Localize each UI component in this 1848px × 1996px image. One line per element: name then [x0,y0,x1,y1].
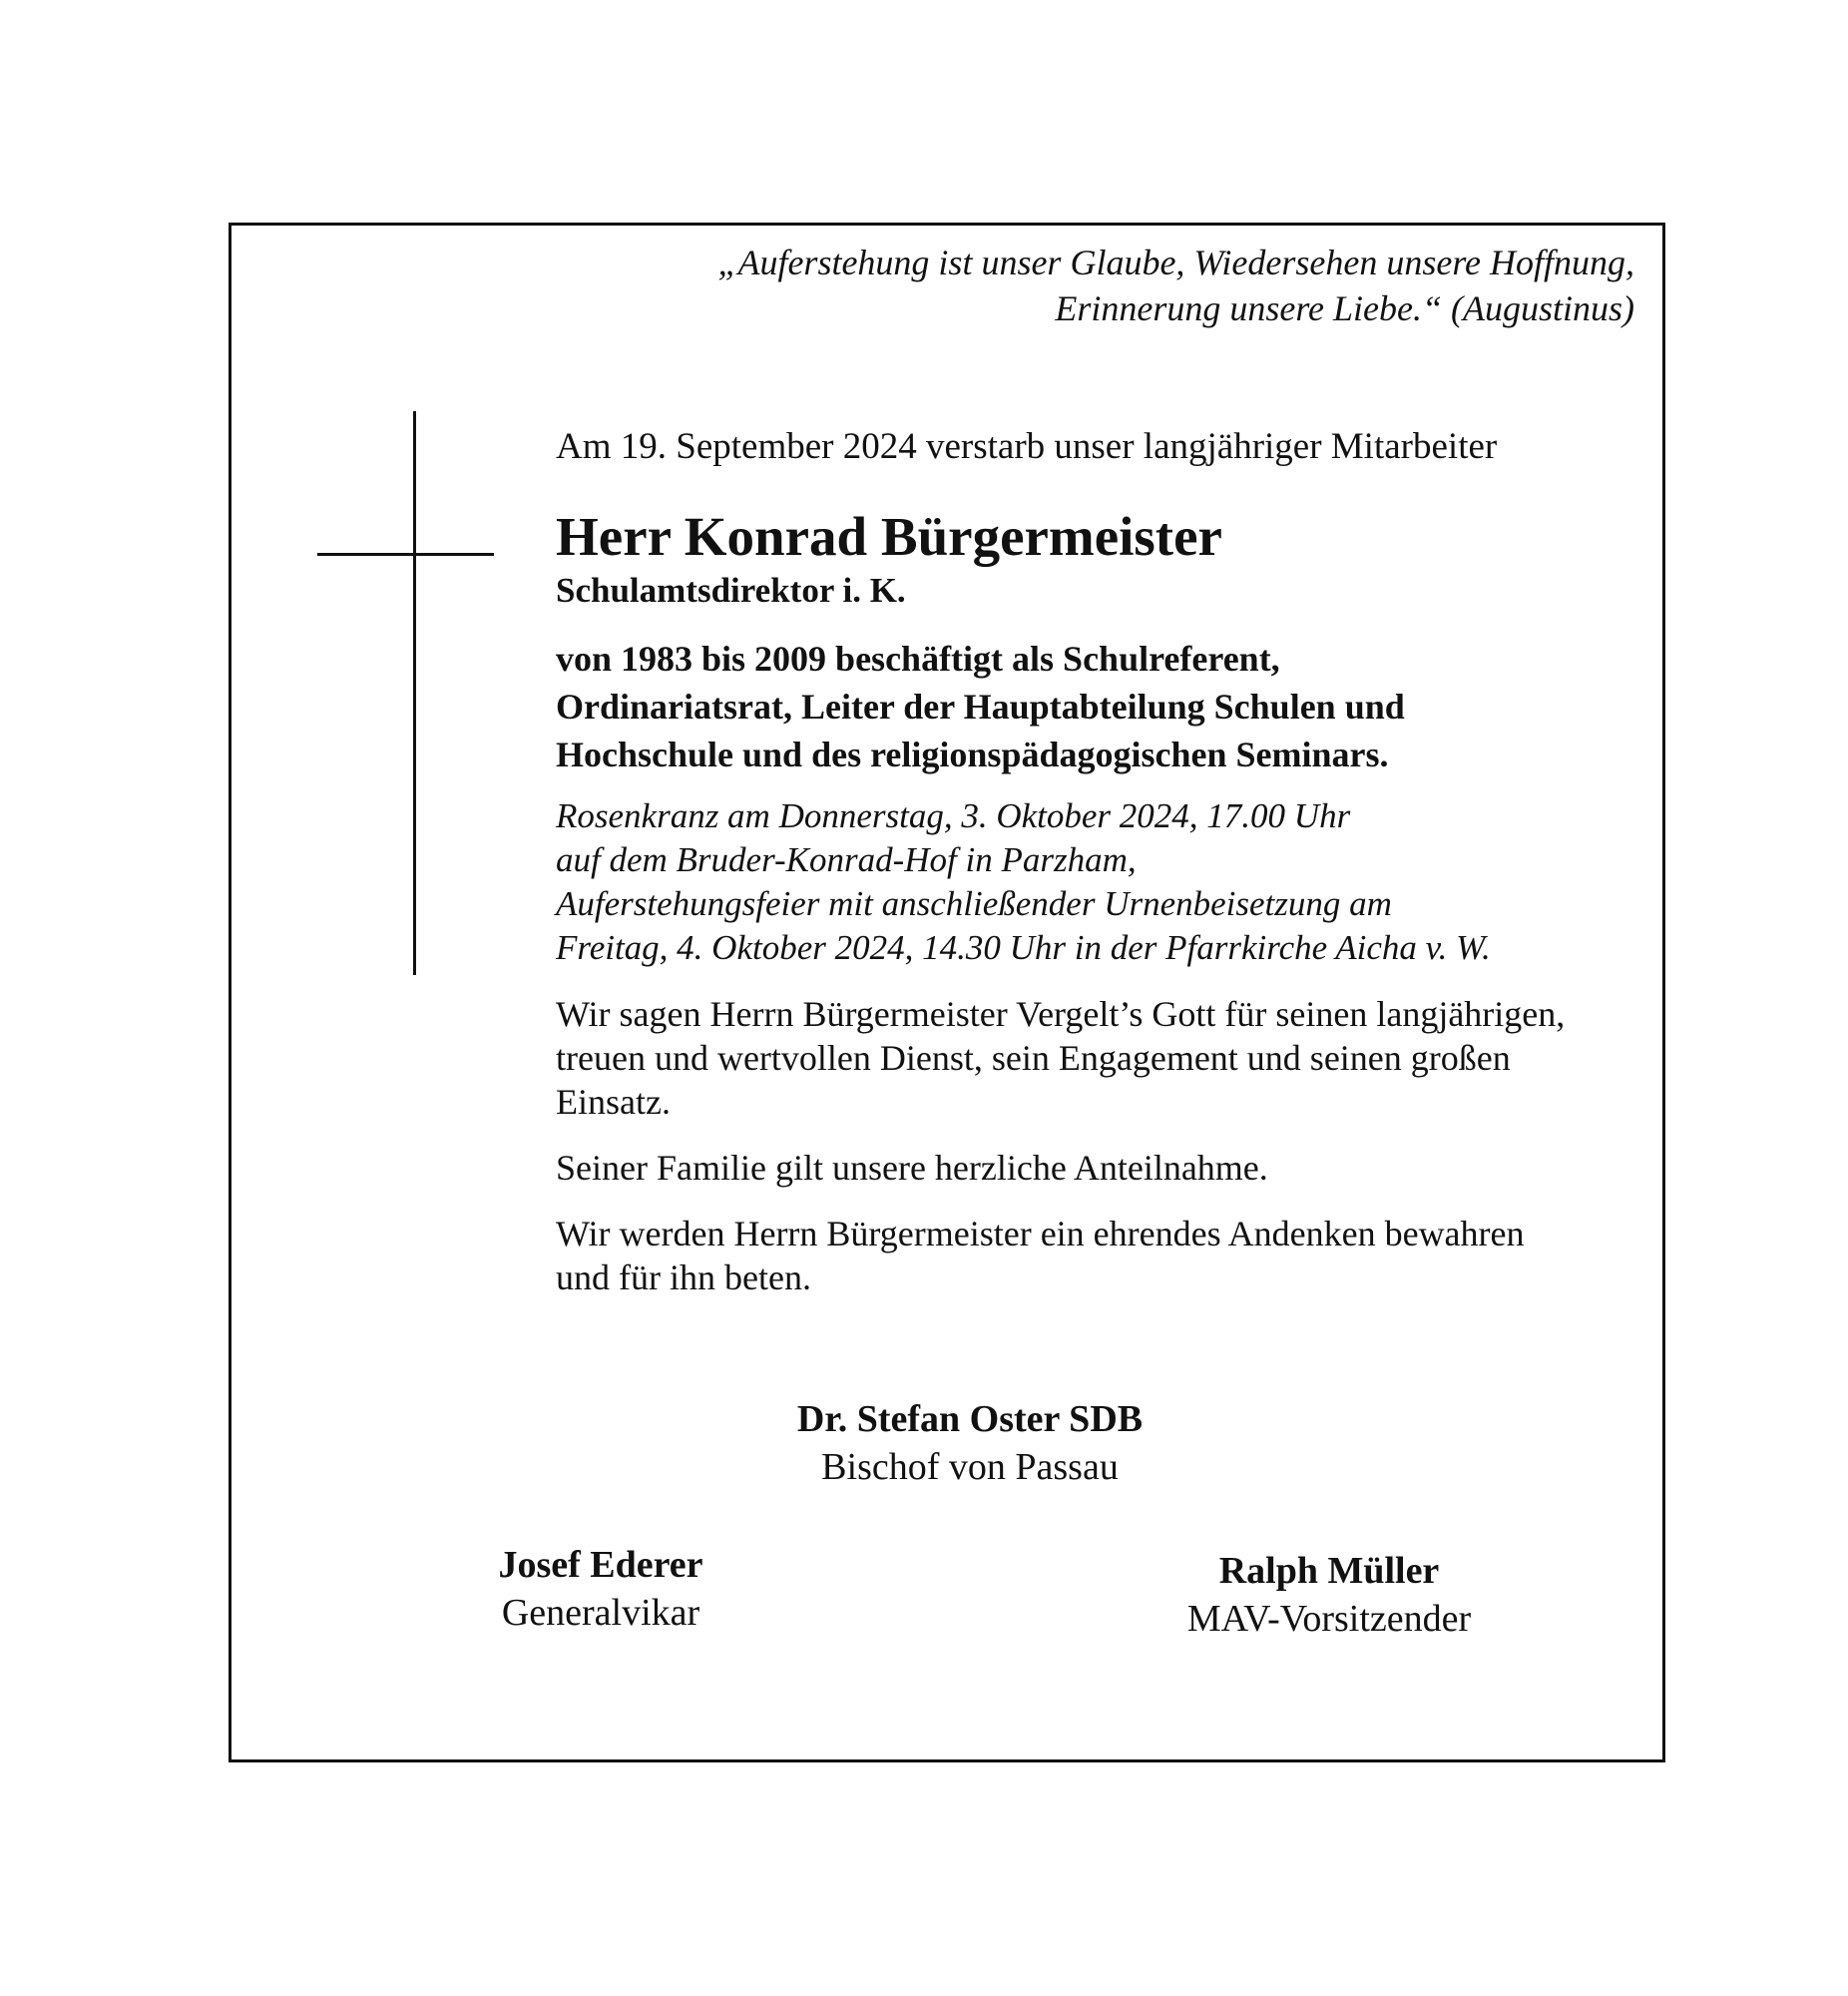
cross-icon-vertical-bar [413,411,416,975]
signatory-title: Bischof von Passau [821,1446,1119,1488]
service-line: Freitag, 4. Oktober 2024, 14.30 Uhr in der Pfarrkirche Aicha v. W. [556,928,1491,967]
remembrance-line: und für ihn beten. [556,1257,811,1297]
remembrance-paragraph [556,1212,1653,1299]
death-announcement: Am 19. September 2024 verstarb unser langjähriger Mitarbeiter [556,426,1498,467]
service-line: Rosenkranz am Donnerstag, 3. Oktober 2024, 17.00 Uhr [556,796,1351,835]
quote-line-1: „Auferstehung ist unser Glaube, Wiedersehen unsere Hoffnung, [717,243,1634,282]
augustinus-quote [437,240,1634,331]
thanks-line: Wir sagen Herrn Bürgermeister Vergelt’s Gott für seinen langjährigen, [556,994,1566,1034]
career-line: von 1983 bis 2009 beschäftigt als Schulreferent, [556,639,1280,679]
service-line: Auferstehungsfeier mit anschließender Urnenbeisetzung am [556,884,1392,923]
signatory-name: Dr. Stefan Oster SDB [796,1398,1144,1440]
cross-icon-horizontal-bar [317,553,494,556]
quote-line-2: Erinnerung unsere Liebe.“ (Augustinus) [1055,288,1634,328]
condolence-paragraph: Seiner Familie gilt unsere herzliche Anteilnahme. [556,1148,1268,1188]
deceased-title: Schulamtsdirektor i. K. [556,571,906,610]
signatory-title: MAV-Vorsitzender [1186,1598,1472,1640]
service-line: auf dem Bruder-Konrad-Hof in Parzham, [556,840,1137,879]
thanks-line: treuen und wertvollen Dienst, sein Engagement und seinen großen [556,1038,1511,1078]
signatory-name: Josef Ederer [498,1544,703,1586]
deceased-name: Herr Konrad Bürgermeister [556,506,1222,567]
signatory-mav-chair [1130,1547,1529,1643]
signatory-bishop [730,1395,1209,1491]
signatory-title: Generalvikar [501,1592,700,1634]
notice-body [556,423,1653,1299]
career-description [556,635,1653,778]
thanks-paragraph [556,992,1653,1124]
remembrance-line: Wir werden Herrn Bürgermeister ein ehrendes Andenken bewahren [556,1214,1525,1253]
funeral-service-details [556,794,1653,970]
signatory-vicar-general [436,1541,765,1637]
career-line: Ordinariatsrat, Leiter der Hauptabteilung Schulen und [556,687,1405,727]
career-line: Hochschule und des religionspädagogischen Seminars. [556,735,1389,774]
obituary-notice [229,223,1665,1762]
thanks-line: Einsatz. [556,1082,671,1122]
signatory-name: Ralph Müller [1218,1550,1440,1592]
